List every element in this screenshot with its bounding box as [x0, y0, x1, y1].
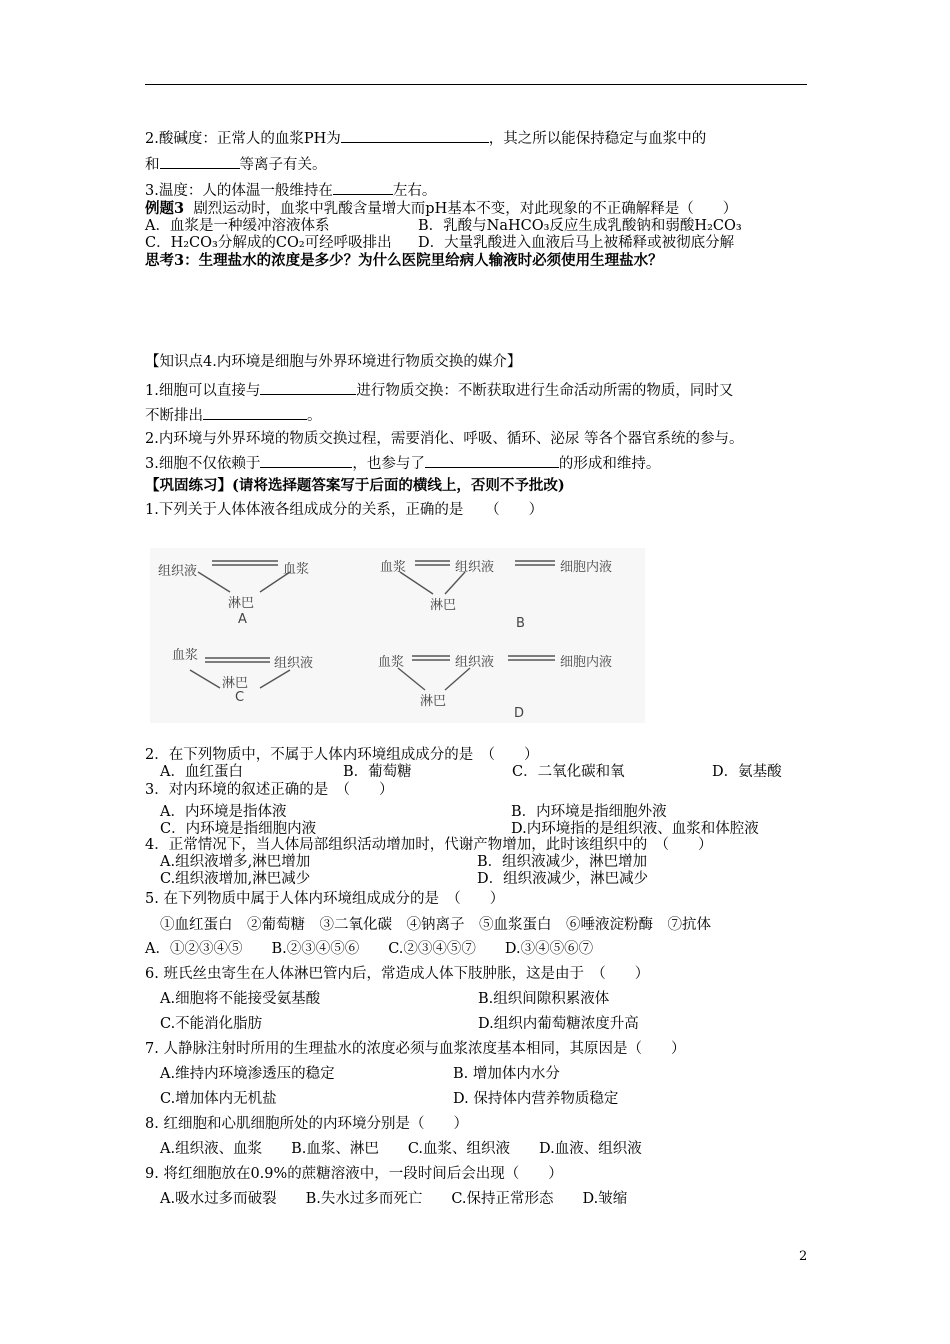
diagram-label: 组织液 [455, 655, 495, 670]
arrow [260, 670, 290, 688]
diagram-label: 组织液 [274, 656, 314, 671]
text: 进行物质交换：不断获取进行生命活动所需的物质，同时又 [356, 383, 734, 399]
text: 3.细胞不仅依赖于 [145, 456, 261, 472]
text: 等离子有关。 [239, 157, 327, 173]
q4-opt-c: C.组织液增加,淋巴减少 [160, 871, 311, 887]
q5: 5. 在下列物质中属于人体内环境组成成分的是 （ ） [145, 891, 505, 907]
diagram-label: 组织液 [158, 564, 198, 579]
diagram-label: 血浆 [380, 560, 407, 575]
think3: 思考3：生理盐水的浓度是多少？为什么医院里给病人输液时必须使用生理盐水？ [145, 252, 663, 269]
ion-line [145, 154, 327, 174]
k3-line [145, 453, 660, 473]
diagram-label: 淋巴 [228, 596, 255, 611]
q7: 7. 人静脉注射时所用的生理盐水的浓度必须与血浆浓度基本相同，其原因是（ ） [145, 1041, 686, 1057]
diagram-label: 血浆 [172, 648, 199, 663]
q6-opt-d: D.组织内葡萄糖浓度升高 [478, 1016, 639, 1032]
q5-options: A．①②③④⑤ B.②③④⑤⑥ C.②③④⑤⑦ D.③④⑤⑥⑦ [145, 941, 594, 957]
diagram-label: 淋巴 [420, 694, 447, 709]
q1: 1.下列关于人体体液各组成成分的关系，正确的是 （ ） [145, 502, 544, 518]
fluid-relation-diagrams [150, 548, 645, 723]
q3-opt-d: D.内环境指的是组织液、血浆和体腔液 [511, 821, 759, 837]
diagram-label: 细胞内液 [560, 655, 613, 670]
q8-options: A.组织液、血浆 B.血浆、淋巴 C.血浆、组织液 D.血液、组织液 [160, 1141, 642, 1157]
q7-opt-a: A.维持内环境渗透压的稳定 [160, 1066, 335, 1082]
text: 1.细胞可以直接与 [145, 383, 261, 399]
q2-opt-a: A．血红蛋白 [160, 764, 243, 780]
q3-opt-b: B．内环境是指细胞外液 [511, 804, 667, 820]
q6-opt-a: A.细胞将不能接受氨基酸 [160, 991, 321, 1007]
q6-opt-b: B.组织间隙积累液体 [478, 991, 610, 1007]
page-number: 2 [799, 1249, 808, 1264]
arrow [445, 572, 465, 594]
q2-opt-d: D．氨基酸 [712, 764, 782, 780]
q4-opt-b: B．组织液减少，淋巴增加 [477, 854, 648, 870]
blank[interactable] [260, 380, 356, 395]
arrow [398, 668, 425, 690]
text: 3.温度：人的体温一般维持在 [145, 183, 333, 199]
header-rule [145, 84, 807, 85]
q3: 3．对内环境的叙述正确的是 （ ） [145, 782, 394, 798]
q6: 6. 班氏丝虫寄生在人体淋巴管内后，常造成人体下肢肿胀，这是由于 （ ） [145, 966, 650, 982]
diagram-option-letter: B [516, 616, 525, 631]
blank[interactable] [160, 154, 240, 169]
text: ，其之所以能保持稳定与血浆中的 [488, 131, 707, 147]
arrow [190, 670, 220, 688]
q5-items: ①血红蛋白 ②葡萄糖 ③二氧化碳 ④钠离子 ⑤血浆蛋白 ⑥唾液淀粉酶 ⑦抗体 [160, 917, 711, 933]
q7-opt-d: D. 保持体内营养物质稳定 [453, 1091, 619, 1107]
k1-cont [145, 405, 322, 425]
q2-opt-c: C．二氧化碳和氧 [512, 764, 625, 780]
ph-line [145, 128, 706, 148]
diagram-label: 血浆 [378, 655, 405, 670]
text: 。 [307, 408, 322, 424]
text: 不断排出 [145, 408, 203, 424]
q7-opt-b: B. 增加体内水分 [453, 1066, 560, 1082]
blank[interactable] [341, 128, 489, 143]
diagram-label: 细胞内液 [560, 560, 613, 575]
arrow [445, 668, 470, 690]
blank[interactable] [425, 453, 559, 468]
text: ，也参与了 [352, 456, 425, 472]
diagram-label: 血浆 [283, 562, 310, 577]
diagram-label: 淋巴 [430, 598, 457, 613]
q2-opt-b: B．葡萄糖 [343, 764, 412, 780]
example-label: 例题3 [145, 200, 185, 217]
ex3-opt-b: B．乳酸与NaHCO₃反应生成乳酸钠和弱酸H₂CO₃ [418, 218, 742, 234]
example-text: 剧烈运动时，血浆中乳酸含量增大而pH基本不变，对此现象的不正确解释是（ ） [193, 201, 738, 217]
diagram-option-letter: A [238, 612, 247, 627]
blank[interactable] [203, 405, 307, 420]
temp-line [145, 180, 436, 200]
example3 [145, 200, 737, 218]
q6-opt-c: C.不能消化脂肪 [160, 1016, 263, 1032]
text: 的形成和维持。 [558, 456, 661, 472]
q9-options: A.吸水过多而破裂 B.失水过多而死亡 C.保持正常形态 D.皱缩 [160, 1191, 628, 1207]
text: 左右。 [392, 183, 437, 199]
diagram-option-letter: C [235, 690, 245, 705]
q4: 4．正常情况下，当人体局部组织活动增加时，代谢产物增加，此时该组织中的 （ ） [145, 837, 713, 853]
q3-opt-a: A．内环境是指体液 [160, 804, 287, 820]
q4-opt-d: D．组织液减少，淋巴减少 [477, 871, 649, 887]
q9: 9. 将红细胞放在0.9%的蔗糖溶液中，一段时间后会出现（ ） [145, 1166, 563, 1182]
q8: 8. 红细胞和心肌细胞所处的内环境分别是（ ） [145, 1116, 468, 1132]
ex3-opt-c: C．H₂CO₃分解成的CO₂可经呼吸排出 [145, 235, 392, 251]
k1-line [145, 380, 733, 400]
practice-heading: 【巩固练习】(请将选择题答案写于后面的横线上，否则不予批改) [145, 477, 565, 494]
text: 2.酸碱度：正常人的血浆PH为 [145, 131, 341, 147]
blank[interactable] [260, 453, 352, 468]
k2-line: 2.内环境与外界环境的物质交换过程，需要消化、呼吸、循环、泌尿 等各个器官系统的参与。 [145, 431, 744, 447]
ex3-opt-d: D．大量乳酸进入血液后马上被稀释或被彻底分解 [418, 235, 735, 251]
diagram-label: 淋巴 [222, 676, 249, 691]
q4-opt-a: A.组织液增多,淋巴增加 [160, 854, 311, 870]
ex3-opt-a: A．血浆是一种缓冲溶液体系 [145, 218, 330, 234]
arrow [400, 572, 433, 594]
text: 和 [145, 157, 160, 173]
section-heading: 【知识点4.内环境是细胞与外界环境进行物质交换的媒介】 [145, 354, 522, 370]
blank[interactable] [333, 180, 393, 195]
q7-opt-c: C.增加体内无机盐 [160, 1091, 277, 1107]
diagram-option-letter: D [514, 706, 525, 721]
diagram-label: 组织液 [455, 560, 495, 575]
q3-opt-c: C．内环境是指细胞内液 [160, 821, 317, 837]
arrow [198, 572, 230, 592]
q2: 2．在下列物质中，不属于人体内环境组成成分的是 （ ） [145, 747, 539, 763]
